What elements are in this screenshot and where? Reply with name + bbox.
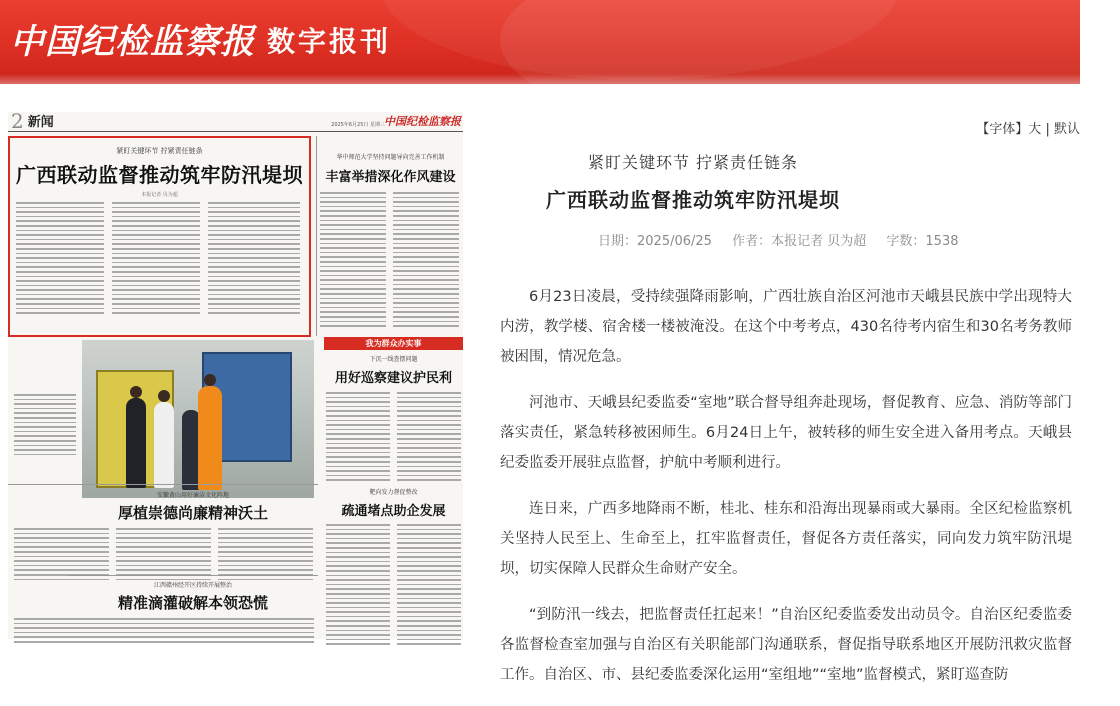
story-2-text <box>397 392 461 484</box>
date-value: 2025/06/25 <box>637 234 712 249</box>
article-paragraph: “到防汛一线去，把监督责任扛起来！”自治区纪委监委发出动员令。自治区纪委监委各监督检查室加强与自治区有关职能部门沟通联系，督促指导联系地区开展防汛救灾监督工作。自治区、市、县纪委监委深化运用“室组地”“室地”监督模式，紧盯巡查防 <box>500 607 1072 683</box>
author-label: 作者： <box>732 234 772 249</box>
story-2-title: 用好巡察建议护民利 <box>334 371 452 386</box>
side-text-column <box>320 192 386 330</box>
story-2-kicker: 下沉一线查摆问题 <box>369 356 418 363</box>
page-section: 新闻 <box>27 115 54 130</box>
article-wordcount <box>886 234 958 249</box>
article-paragraph: 连日来，广西多地降雨不断，桂北、桂东和沿海出现暴雨或大暴雨。全区纪检监察机关坚持人民至上、生命至上，扛牢监督责任，督促各方责任落实，同向发力筑牢防汛堤坝，切实保障人民群众生命财产安全。 <box>500 501 1072 577</box>
lead-kicker: 紧盯关键环节 拧紧责任链条 <box>116 147 203 155</box>
row-divider <box>68 575 318 576</box>
story-4-kicker: 靶向发力督促整改 <box>369 489 418 496</box>
article-date <box>598 234 712 249</box>
lead-text-column <box>112 202 200 317</box>
font-default-button[interactable]: 默认 <box>1053 122 1080 137</box>
font-large-button[interactable]: 大 <box>1028 122 1042 137</box>
row-divider <box>8 484 318 485</box>
author-value: 本报记者 贝为超 <box>771 234 867 249</box>
article-paragraph: 河池市、天峨县纪委监委“室地”联合督导组奔赴现场，督促教育、应急、消防等部门落实责任，紧急转移被困师生。6月24日上午，被转移的师生安全进入备用考点。天峨县纪委监委开展驻点监督，护航中考顺利进行。 <box>500 395 1072 471</box>
font-size-controls <box>976 118 1080 137</box>
story-4-text <box>326 524 390 648</box>
story-4[interactable] <box>324 487 463 519</box>
article-paragraph: 6月23日凌晨，受持续强降雨影响，广西壮族自治区河池市天峨县民族中学出现特大内涝，教学楼、宿舍楼一楼被淹没。在这个中考考点，430名待考内宿生和30名考务教师被困围，情况危急。 <box>500 289 1072 365</box>
story-4-title: 疏通堵点助企发展 <box>341 504 446 519</box>
story-2[interactable] <box>324 354 463 386</box>
page-number: 2 <box>11 109 24 133</box>
photo-caption-column <box>14 394 76 458</box>
font-separator: | <box>1045 122 1050 137</box>
article-kicker: 紧盯关键环节 拧紧责任链条 <box>587 153 799 172</box>
story-5[interactable] <box>68 580 318 613</box>
column-banner: 我为群众办实事 <box>324 337 463 350</box>
story-5-title: 精准滴灌破解本领恐慌 <box>117 594 268 612</box>
article-meta <box>598 230 975 249</box>
side-story[interactable] <box>318 152 463 185</box>
page-logo: 中国纪检监察报 <box>384 115 461 128</box>
article-title: 广西联动监督推动筑牢防汛堤坝 <box>546 188 840 212</box>
site-subtitle: 数字报刊 <box>267 25 392 58</box>
story-5-text <box>14 618 314 646</box>
font-label: 【字体】 <box>976 122 1029 137</box>
site-header <box>0 0 1080 84</box>
story-3-kicker: 安徽黄山用好廉洁文化阵地 <box>156 492 229 499</box>
newspaper-page[interactable] <box>8 109 463 639</box>
column-divider <box>316 136 317 336</box>
news-photo[interactable] <box>82 340 314 498</box>
story-3[interactable] <box>68 490 318 523</box>
article-body <box>500 282 1072 706</box>
story-5-kicker: 江西赣州经开区持续开展整治 <box>153 582 232 589</box>
side-story-title: 丰富举措深化作风建设 <box>325 170 456 185</box>
masthead[interactable] <box>10 14 391 70</box>
article-author <box>732 234 866 249</box>
lead-text-column <box>208 202 300 317</box>
side-text-column <box>393 192 459 330</box>
lead-title: 广西联动监督推动筑牢防汛堤坝 <box>16 163 303 187</box>
side-story-kicker: 华中师范大学坚持问题导向完善工作机制 <box>336 154 445 161</box>
page-date: 2025年6月25日 星期三 <box>331 122 385 128</box>
date-label: 日期： <box>598 234 638 249</box>
words-value: 1538 <box>925 234 959 249</box>
story-3-title: 厚植崇德尚廉精神沃土 <box>117 504 268 522</box>
article-reader <box>488 110 1080 683</box>
lead-byline: 本报记者 贝为超 <box>141 192 178 198</box>
words-label: 字数： <box>886 234 926 249</box>
story-2-text <box>326 392 390 484</box>
lead-article-hotspot[interactable] <box>8 136 311 337</box>
page-header <box>8 109 463 133</box>
lead-text-column <box>16 202 104 317</box>
story-4-text <box>397 524 461 648</box>
site-logo[interactable]: 中国纪检监察报 <box>10 22 255 62</box>
